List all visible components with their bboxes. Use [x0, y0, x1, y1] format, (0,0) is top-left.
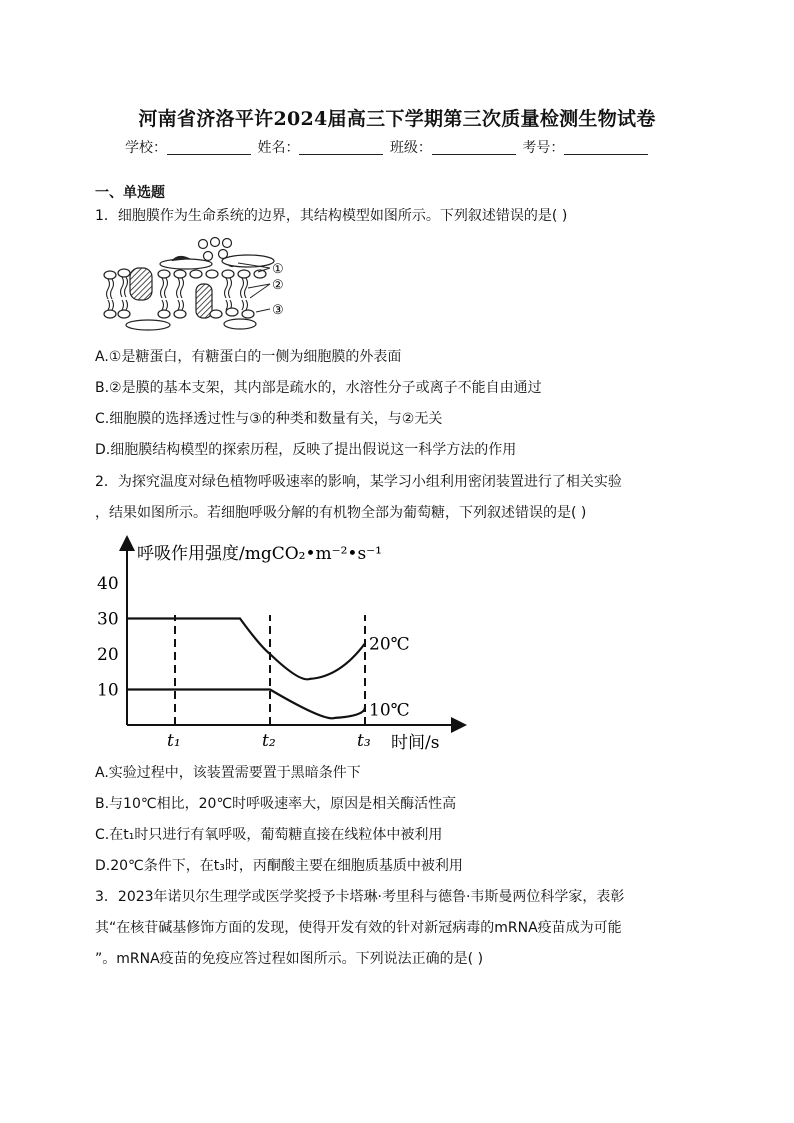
q1-option-b: B.②是膜的基本支架，其内部是疏水的，水溶性分子或离子不能自由通过	[95, 380, 542, 396]
name-blank[interactable]	[299, 140, 383, 155]
y-tick-label: 30	[97, 609, 119, 630]
x-tick-label: t₁	[167, 731, 181, 751]
student-info-line	[125, 137, 650, 157]
q2-option-b: B.与10℃相比，20℃时呼吸速率大，原因是相关酶活性高	[95, 796, 457, 812]
y-tick-label: 10	[97, 680, 119, 701]
series-label: 20℃	[369, 634, 410, 655]
x-tick-label: t₃	[357, 731, 371, 751]
section-heading: 一、单选题	[95, 185, 165, 201]
q3-stem-line-2: 其“在核苷碱基修饰方面的发现，使得开发有效的针对新冠病毒的mRNA疫苗成为可能	[95, 920, 622, 936]
label-1: ①	[272, 262, 284, 277]
membrane-diagram	[98, 232, 298, 332]
series-line-20c	[127, 619, 365, 680]
q2-stem-line-2: ，结果如图所示。若细胞呼吸分解的有机物全部为葡萄糖，下列叙述错误的是( )	[95, 505, 587, 521]
label-3: ③	[272, 303, 284, 318]
series-line-10c	[127, 690, 365, 719]
x-axis-label: 时间/s	[391, 733, 440, 753]
exam-title: 河南省济洛平许2024届高三下学期第三次质量检测生物试卷	[138, 108, 656, 130]
class-label: 班级：	[389, 140, 432, 156]
exam-number-label: 考号：	[522, 140, 565, 156]
q3-stem-line-3: ”。mRNA疫苗的免疫应答过程如图所示。下列说法正确的是( )	[95, 951, 484, 967]
q2-option-a: A.实验过程中，该装置需要置于黑暗条件下	[95, 765, 361, 781]
q1-stem: 1．细胞膜作为生命系统的边界，其结构模型如图所示。下列叙述错误的是( )	[95, 208, 568, 224]
series-label: 10℃	[369, 700, 410, 721]
class-blank[interactable]	[432, 140, 516, 155]
q1-option-d: D.细胞膜结构模型的探索历程，反映了提出假说这一科学方法的作用	[95, 442, 517, 458]
school-label: 学校：	[125, 140, 167, 156]
x-tick-label: t₂	[262, 731, 276, 751]
y-tick-label: 20	[97, 645, 119, 665]
y-tick-label: 40	[97, 574, 119, 594]
q1-option-c: C.细胞膜的选择透过性与③的种类和数量有关，与②无关	[95, 411, 443, 427]
q2-option-d: D.20℃条件下，在t₃时，丙酮酸主要在细胞质基质中被利用	[95, 858, 463, 874]
exam-number-blank[interactable]	[564, 140, 648, 155]
respiration-chart	[95, 535, 475, 755]
q2-option-c: C.在t₁时只进行有氧呼吸，葡萄糖直接在线粒体中被利用	[95, 827, 443, 843]
q1-option-a: A.①是糖蛋白，有糖蛋白的一侧为细胞膜的外表面	[95, 349, 402, 365]
name-label: 姓名：	[257, 140, 300, 156]
label-2: ②	[272, 278, 284, 293]
y-axis-label: 呼吸作用强度/mgCO₂•m⁻²•s⁻¹	[137, 544, 382, 564]
q2-stem-line-1: 2．为探究温度对绿色植物呼吸速率的影响，某学习小组利用密闭装置进行了相关实验	[95, 474, 622, 490]
school-blank[interactable]	[167, 140, 251, 155]
q3-stem-line-1: 3．2023年诺贝尔生理学或医学奖授予卡塔琳·考里科与德鲁·韦斯曼两位科学家，表彰	[95, 889, 625, 905]
